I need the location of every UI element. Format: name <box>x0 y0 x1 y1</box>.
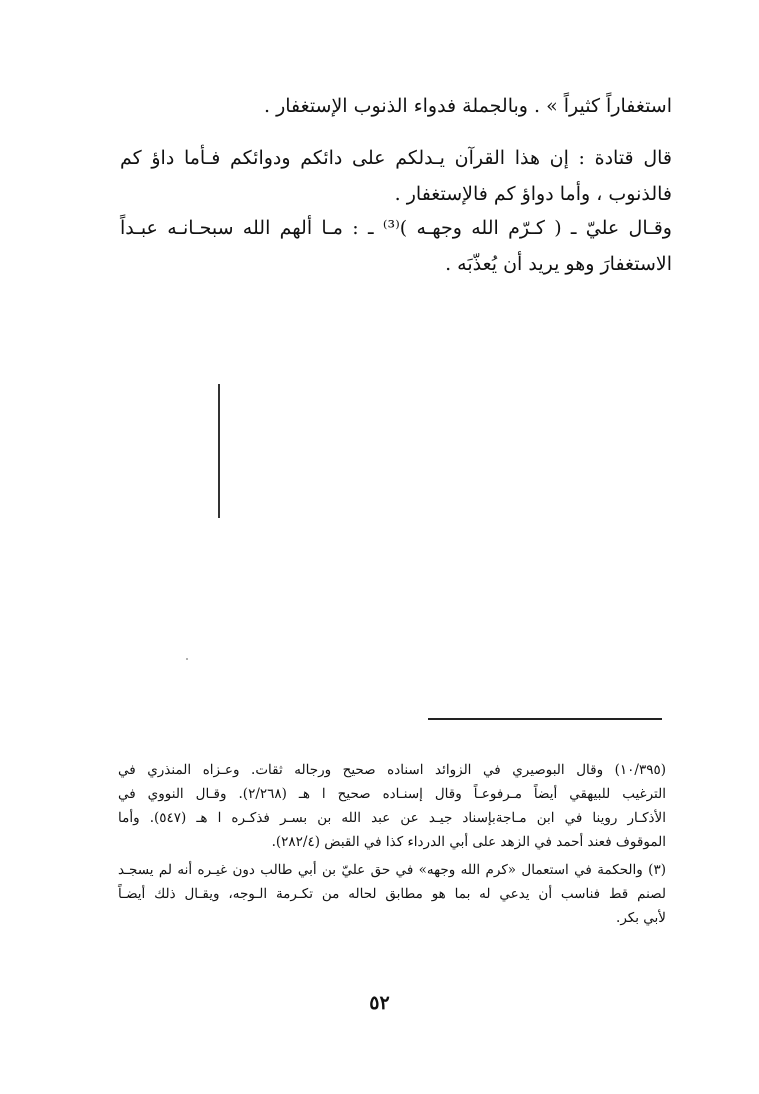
footnote-3 <box>118 858 666 930</box>
text-line: فالذنوب ، وأما دواؤ كم فالإستغفار . <box>394 183 672 205</box>
footnote-line: (١٠/٣٩٥) وقال البوصيري في الزوائد اسناده صحيح ورجاله ثقات. وعـزاه المنذري في <box>118 762 666 778</box>
footnotes-section <box>118 758 666 934</box>
footnote-separator <box>428 718 662 720</box>
footnote-line: لأبي بكر. <box>616 910 666 926</box>
footnote-line: الموقوف فعند أحمد في الزهد على أبي الدرداء كذا في القبض (٢٨٢/٤). <box>271 834 666 850</box>
footnote-line: الأذكـار روينا في ابن مـاجةبإسناد جيـد عن عبد الله بن بسـر فذكـره ا هـ (٥٤٧). وأما <box>118 810 666 826</box>
scan-speck <box>186 658 188 660</box>
paragraph-istighfar-conclusion <box>120 88 672 124</box>
footnote-line: لصنم قط فناسب أن يدعي له بما هو مطابق لحاله من تكـرمة الـوجه، ويقـال ذلك أيضـاً <box>118 886 666 902</box>
footnote-line: (٣) والحكمة في استعمال «كرم الله وجهه» في حق عليّ بن أبي طالب دون غيـره أنه لم يسجـد <box>118 862 666 878</box>
vertical-rule-mark <box>218 384 220 518</box>
paragraph-ali-quote <box>120 210 672 282</box>
footnote-line: الترغيب للبيهقي أيضاً مـرفوعـاً وقال إسنـاده صحيح ا هـ (٢/٢٦٨). وقـال النووي في <box>118 786 666 802</box>
footnote-continued <box>118 758 666 854</box>
text-line: الاستغفارَ وهو يريد أن يُعذّبَه . <box>445 253 672 275</box>
page-number: ٥٢ <box>369 992 390 1014</box>
paragraph-qatada-quote <box>120 140 672 212</box>
text-line: قال قتادة : إن هذا القرآن يـدلكم على دائكم ودوائكم فـأما داؤ كم <box>120 147 672 169</box>
text-line: استغفاراً كثيراً » . وبالجملة فدواء الذنوب الإستغفار . <box>264 95 672 117</box>
text-line: وقـال عليّ ـ ( كـرّم الله وجهـه )⁽³⁾ ـ : مـا ألهم الله سبحـانـه عبـداً <box>120 217 672 239</box>
